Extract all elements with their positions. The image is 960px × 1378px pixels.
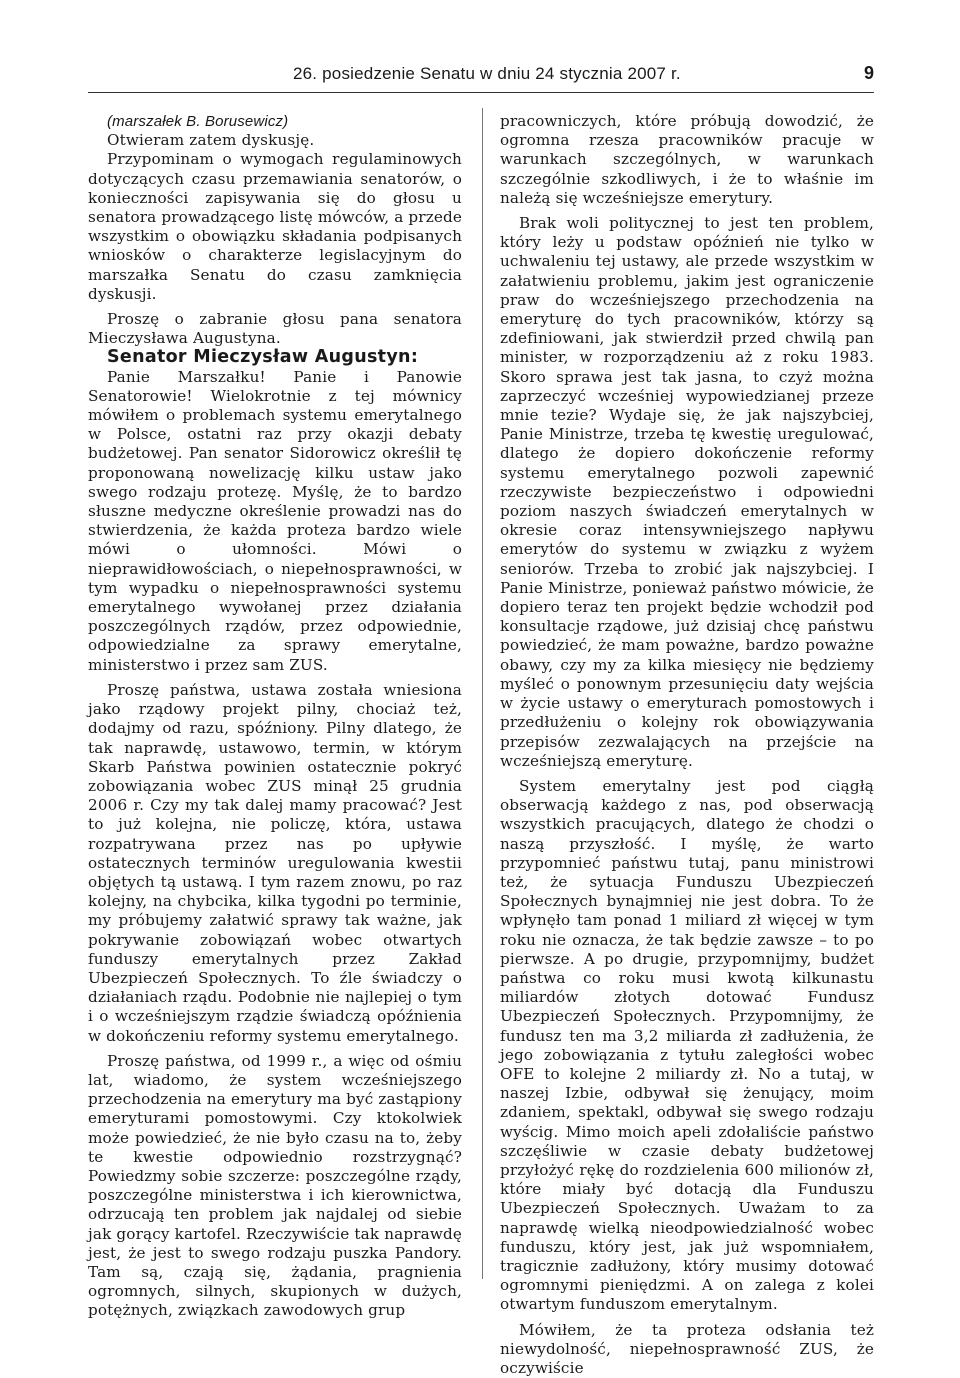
paragraph: Proszę państwa, ustawa została wniesiona jako rządowy projekt pilny, chociaż też, dodajmy od razu, spóźniony. Pilny dlatego, że tak naprawdę, ustawowo, termin, w którym Skarb Państwa powinien ostatecznie pokryć zobowiązania wobec ZUS minął 25 grudnia 2006 r. Czy my tak dalej mamy pracować? Jest to już kolejna, nie policzę, która, ustawa rozpatrywana przez nas po upływie ostatecznych terminów uregulowania kwestii objętych tą ustawą. I tym razem znowu, po raz kolejny, na chybcika, kilka tygodni po terminie, my próbujemy załatwić sprawy tak ważne, jak pokrywanie zobowiązań wobec otwartych funduszy emerytalnych przez Zakład Ubezpieczeń Społecznych. To źle świadczy o działaniach rządu. Podobnie nie najlepiej o tym i o wcześniejszym rządzie świadczą opóźnienia w dokończeniu reformy systemu emerytalnego.: [88, 680, 462, 1045]
paragraph: Mówiłem, że ta proteza odsłania też niewydolność, niepełnosprawność ZUS, że oczywiście: [500, 1320, 874, 1377]
paragraph: System emerytalny jest pod ciągłą obserwacją każdego z nas, pod obserwacją wszystkich pracujących, dlatego że chodzi o naszą przyszłość. I myślę, że warto przypomnieć państwu tutaj, panu ministrowi też, że sytuacja Funduszu Ubezpieczeń Społecznych bynajmniej nie jest dobra. To że wpłynęło tam ponad 1 miliard zł więcej w tym roku nie oznacza, że tak będzie zawsze – to po pierwsze. A po drugie, przypomnijmy, budżet państwa co roku musi kwotą kilkunastu miliardów złotych dotować Fundusz Ubezpieczeń Społecznych. Przypomnijmy, że fundusz ten ma 3,2 miliarda zł zadłużenia, że jego zobowiązania z tytułu zaległości wobec OFE to kolejne 2 miliardy zł. No a tutaj, w naszej Izbie, odbywał się żenujący, moim zdaniem, spektakl, odbywał się swego rodzaju wyścig. Mimo moich apeli zdołaliście państwo szczęśliwie w czasie debaty budżetowej przyłożyć rękę do rozdzielenia 600 milionów zł, które miały być dotacją dla Funduszu Ubezpieczeń Społecznych. Uważam to za naprawdę wielką nieodpowiedzialność wobec funduszu, który jest, jak już wspomniałem, tragicznie zadłużony, który musimy dotować ogromnymi pieniędzmi. A on zalega z kolei otwartym funduszom emerytalnym.: [500, 776, 874, 1314]
column-divider: [482, 108, 483, 1279]
right-column: [500, 112, 874, 1377]
page-number: 9: [863, 63, 874, 83]
speaker-heading: Senator Mieczysław Augustyn:: [107, 347, 419, 368]
paragraph: Panie Marszałku! Panie i Panowie Senatorowie! Wielokrotnie z tej mównicy mówiłem o problemach systemu emerytalnego w Polsce, ostatni raz przy okazji debaty budżetowej. Pan senator Sidorowicz określił tę proponowaną nowelizację kilku ustaw jako swego rodzaju protezę. Myślę, że to bardzo słuszne medyczne określenie prowadzi nas do stwierdzenia, że każda proteza bardzo wiele mówi o ułomności. Mówi o nieprawidłowościach, o niepełnosprawności, w tym wypadku o niepełnosprawności systemu emerytalnego wywołanej przez działania poszczególnych rządów, przez odpowiednie, odpowiedzialne za sprawy emerytalne, ministerstwo i przez sam ZUS.: [88, 367, 462, 674]
left-column: [88, 112, 462, 1320]
paragraph: Otwieram zatem dyskusję.: [107, 131, 315, 150]
header-title: 26. posiedzenie Senatu w dniu 24 stycznia 2007 r.: [293, 64, 681, 83]
paragraph: pracowniczych, które próbują dowodzić, że ogromna rzesza pracowników pracuje w warunkach szczególnych, w warunkach szczególnie szkodliwych, i że to właśnie im należą się wcześniejsze emerytury.: [500, 112, 874, 207]
paragraph: Proszę o zabranie głosu pana senatora Mieczysława Augustyna.: [88, 310, 462, 348]
paragraph: Proszę państwa, od 1999 r., a więc od ośmiu lat, wiadomo, że system wcześniejszego przechodzenia na emerytury ma być zastąpiony emeryturami pomostowymi. Czy ktokolwiek może powiedzieć, że nie było czasu na to, żeby te kwestie odpowiednio rozstrzygnąć? Powiedzmy sobie szczerze: poszczególne rządy, poszczególne ministerstwa i ich kierownictwa, odrzucają ten problem jak najdalej od siebie jak gorący kartofel. Rzeczywiście tak naprawdę jest, że jest to swego rodzaju puszka Pandory. Tam są, czają się, żądania, pragnienia ogromnych, silnych, skupionych w dużych, potężnych, związkach zawodowych grup: [88, 1051, 462, 1320]
paragraph: Brak woli politycznej to jest ten problem, który leży u podstaw opóźnień nie tylko w uchwaleniu tej ustawy, ale przede wszystkim w załatwieniu problemu, jakim jest ograniczenie praw do wcześniejszego przechodzenia na emeryturę do tych pracowników, którzy są zdefiniowani, jak stwierdził przed chwilą pan minister, w rozporządzeniu aż z roku 1983. Skoro sprawa jest tak jasna, to czyż można zaprzeczyć wcześniej wypowiedzianej przeze mnie tezie? Wydaje się, że jak najszybciej, Panie Ministrze, trzeba tę kwestię uregulować, dlatego że dopiero dokończenie reformy systemu emerytalnego pozwoli zapewnić rzeczywiste bezpieczeństwo i odpowiedni poziom naszych świadczeń emerytalnych w okresie coraz intensywniejszego napływu emerytów do systemu w związku z wyżem seniorów. Trzeba to zrobić jak najszybciej. I Panie Ministrze, ponieważ państwo mówicie, że dopiero teraz ten projekt będzie wchodził pod konsultacje rządowe, już dzisiaj chcę państwu powiedzieć, że mam poważne, bardzo poważne obawy, czy my za kilka miesięcy nie będziemy myśleć o ponownym przesunięciu daty wejścia w życie ustawy o emeryturach pomostowych i przedłużeniu o kolejny rok obowiązywania przepisów zezwalających na przejście na wcześniejszą emeryturę.: [500, 214, 874, 770]
page-header: [88, 62, 874, 93]
paragraph: Przypominam o wymogach regulaminowych dotyczących czasu przemawiania senatorów, o konieczności zapisywania się do głosu u senatora prowadzącego listę mówców, a przede wszystkim o obowiązku składania podpisanych wniosków o charakterze legislacyjnym do marszałka Senatu do czasu zamknięcia dyskusji.: [88, 150, 462, 303]
speaker-reference: (marszałek B. Borusewicz): [107, 113, 289, 130]
